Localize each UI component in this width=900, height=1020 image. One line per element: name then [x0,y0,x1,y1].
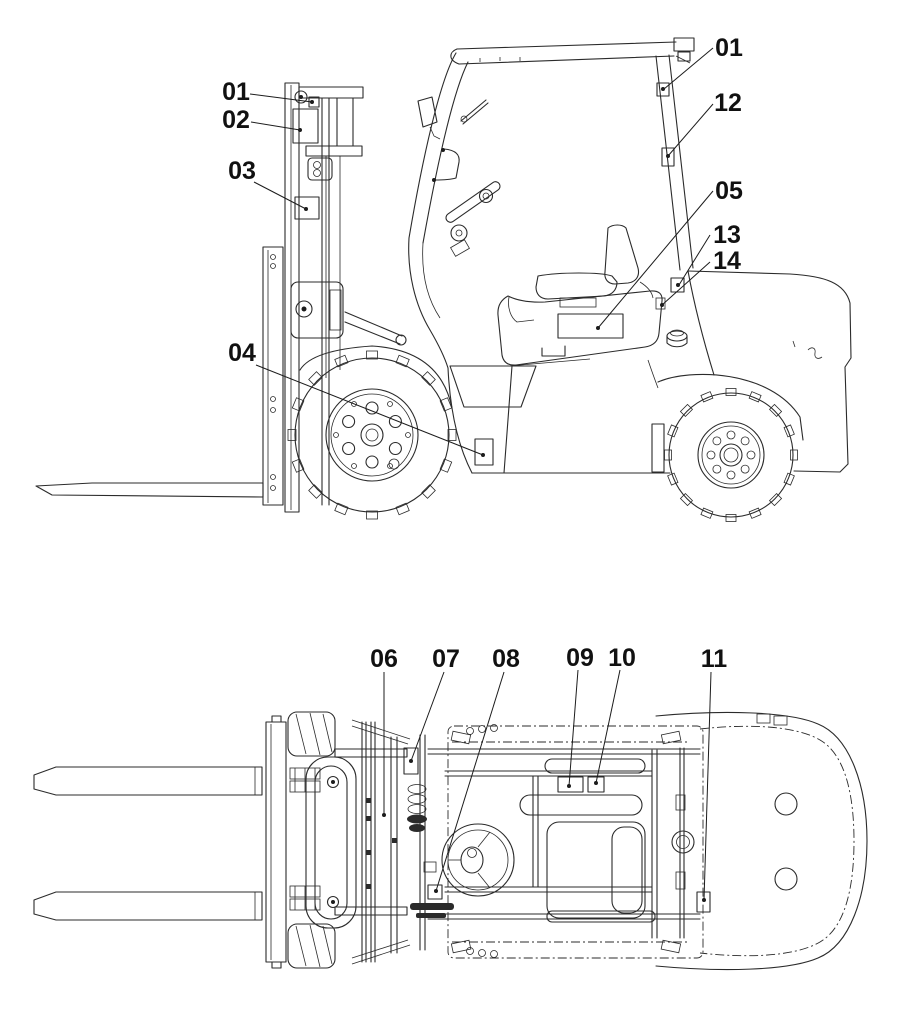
callout-side-14: 14 [713,247,741,275]
callout-top-07: 07 [432,645,460,673]
callout-side-01-left: 01 [222,78,250,106]
decal-11 [697,892,710,912]
decals-side [293,83,684,465]
carriage-side [291,282,406,345]
hood-side [498,291,662,366]
front-wheels-top [288,712,335,968]
top-view [34,712,867,970]
leader-lines-side [250,48,713,457]
callout-side-04: 04 [228,339,256,367]
callout-side-03: 03 [228,157,256,185]
fork-side [36,247,283,505]
callout-top-10: 10 [608,644,636,672]
decal-02 [293,109,318,143]
callout-side-12: 12 [714,89,742,117]
callouts [222,34,743,902]
front-wheel-side [288,351,456,519]
counterweight-top [656,712,867,969]
callout-side-13: 13 [713,221,741,249]
steering-wheel-top [442,824,514,896]
callout-top-08: 08 [492,645,520,673]
callout-top-09: 09 [566,644,594,672]
forks-top [34,767,262,920]
callout-top-11: 11 [700,645,728,673]
rear-wheel-side [665,389,798,522]
callout-side-02: 02 [222,106,250,134]
cab-details-side [418,97,502,256]
counterweight-side [648,271,851,472]
body-side [300,238,670,473]
backrest-top [266,716,286,968]
decal-09 [558,777,583,792]
decal-04 [475,439,493,465]
callout-side-01-right: 01 [715,34,743,62]
overhead-guard-outline [448,726,703,958]
mast-top [306,720,410,964]
callout-top-06: 06 [370,645,398,673]
callout-side-05: 05 [715,177,743,205]
mast-side [285,83,363,512]
seat-side [536,225,653,307]
decal-05 [558,314,623,338]
